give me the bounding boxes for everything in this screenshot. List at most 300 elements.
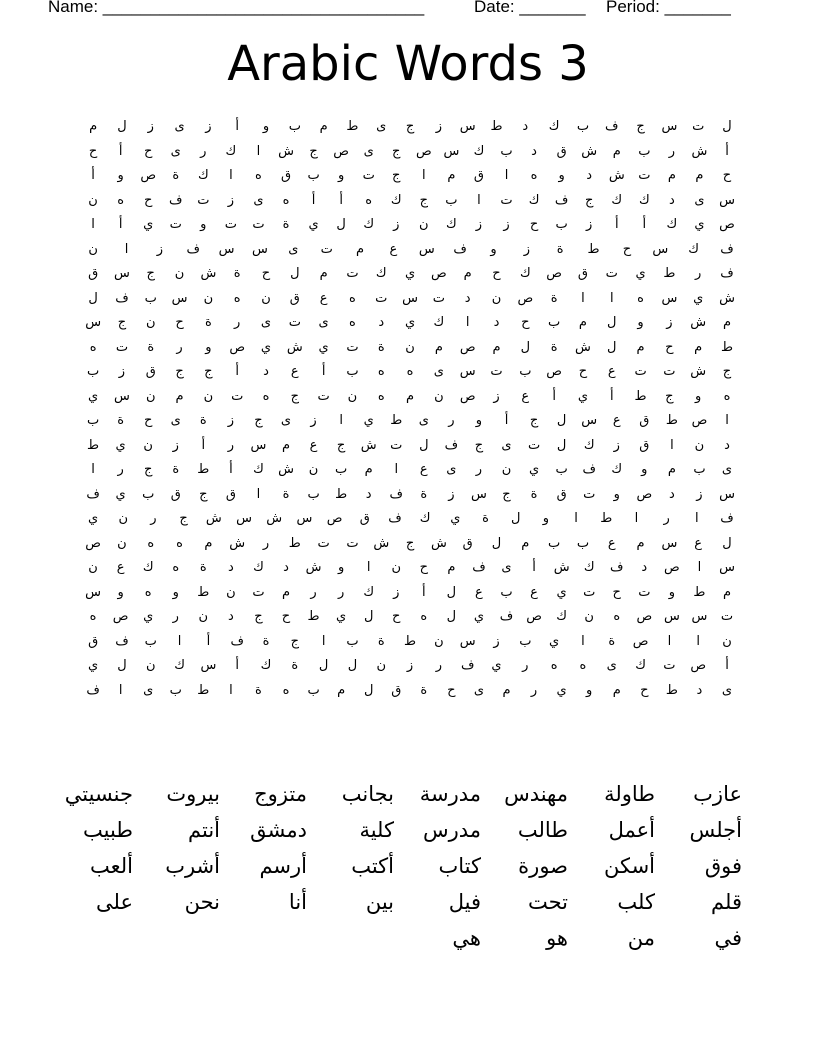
grid-letter[interactable]: أ — [552, 387, 556, 403]
grid-letter[interactable]: ي — [473, 608, 485, 623]
grid-letter[interactable]: ه — [377, 387, 385, 403]
grid-letter[interactable]: ش — [286, 338, 303, 354]
grid-letter[interactable]: م — [612, 681, 621, 697]
grid-letter[interactable]: ر — [522, 657, 529, 672]
grid-letter[interactable]: ز — [118, 363, 126, 378]
grid-letter[interactable]: ص — [333, 142, 349, 158]
grid-letter[interactable]: ز — [172, 436, 179, 452]
grid-letter[interactable]: ب — [576, 118, 590, 133]
grid-letter[interactable]: ب — [307, 167, 320, 182]
grid-letter[interactable]: ت — [224, 216, 237, 231]
grid-letter[interactable]: د — [227, 559, 234, 574]
grid-letter[interactable]: ا — [256, 142, 261, 158]
grid-letter[interactable]: ى — [418, 412, 429, 427]
grid-letter[interactable]: ش — [205, 510, 222, 525]
grid-letter[interactable]: س — [443, 142, 460, 158]
grid-letter[interactable]: ه — [349, 289, 356, 305]
grid-letter[interactable]: ف — [115, 289, 129, 305]
grid-letter[interactable]: ت — [527, 436, 541, 452]
grid-letter[interactable]: ك — [363, 583, 375, 599]
grid-letter[interactable]: ه — [172, 559, 180, 574]
grid-letter[interactable]: ط — [390, 412, 403, 427]
grid-letter[interactable]: ا — [725, 412, 729, 427]
grid-letter[interactable]: أ — [422, 583, 426, 599]
grid-letter[interactable]: ت — [375, 289, 388, 305]
grid-letter[interactable]: ك — [253, 461, 264, 476]
grid-letter[interactable]: ت — [583, 583, 596, 599]
grid-letter[interactable]: ز — [523, 240, 530, 256]
grid-letter[interactable]: ل — [419, 436, 429, 452]
grid-letter[interactable]: و — [172, 583, 179, 599]
grid-letter[interactable]: ح — [261, 265, 271, 280]
grid-letter[interactable]: و — [695, 387, 702, 403]
grid-letter[interactable]: ة — [199, 559, 207, 574]
grid-letter[interactable]: ل — [446, 608, 457, 623]
grid-letter[interactable]: ع — [694, 534, 703, 550]
grid-letter[interactable]: ع — [607, 534, 616, 550]
grid-letter[interactable]: ت — [638, 583, 651, 599]
grid-letter[interactable]: س — [663, 608, 680, 623]
grid-letter[interactable]: ع — [116, 559, 125, 574]
grid-letter[interactable]: ر — [448, 412, 455, 427]
grid-letter[interactable]: ب — [548, 534, 561, 550]
grid-letter[interactable]: ي — [336, 608, 347, 623]
grid-letter[interactable]: ك — [635, 657, 646, 672]
grid-letter[interactable]: د — [283, 559, 289, 574]
grid-letter[interactable]: ح — [143, 142, 153, 158]
grid-letter[interactable]: و — [542, 510, 550, 525]
grid-letter[interactable]: م — [281, 436, 291, 452]
grid-letter[interactable]: ى — [376, 118, 387, 133]
grid-letter[interactable]: ه — [176, 534, 183, 550]
grid-letter[interactable]: ق — [88, 632, 99, 648]
grid-letter[interactable]: ص — [459, 387, 476, 403]
grid-letter[interactable]: د — [531, 142, 537, 158]
grid-letter[interactable]: ة — [420, 681, 428, 697]
grid-letter[interactable]: ح — [529, 216, 539, 231]
grid-letter[interactable]: س — [296, 510, 313, 525]
grid-letter[interactable]: ت — [288, 314, 301, 329]
grid-letter[interactable]: ت — [692, 118, 705, 133]
grid-letter[interactable]: ط — [197, 461, 210, 476]
grid-letter[interactable]: م — [406, 387, 415, 403]
grid-letter[interactable]: ف — [453, 240, 467, 256]
grid-letter[interactable]: ك — [519, 265, 531, 280]
grid-letter[interactable]: ر — [176, 338, 183, 354]
grid-letter[interactable]: ن — [117, 534, 127, 550]
grid-letter[interactable]: ز — [310, 412, 317, 427]
grid-letter[interactable]: ى — [473, 681, 485, 697]
grid-letter[interactable]: س — [652, 240, 669, 256]
grid-letter[interactable]: ه — [550, 657, 558, 672]
grid-letter[interactable]: م — [337, 681, 346, 697]
grid-letter[interactable]: ف — [444, 436, 459, 452]
grid-letter[interactable]: ر — [663, 510, 670, 525]
grid-letter[interactable]: ه — [365, 191, 373, 207]
grid-letter[interactable]: ش — [690, 363, 707, 378]
grid-letter[interactable]: م — [722, 314, 732, 329]
grid-letter[interactable]: ب — [500, 142, 513, 158]
grid-letter[interactable]: ط — [587, 240, 600, 256]
grid-letter[interactable]: ي — [318, 338, 329, 354]
grid-letter[interactable]: ى — [694, 191, 705, 207]
grid-letter[interactable]: ق — [225, 485, 236, 501]
grid-letter[interactable]: ب — [288, 118, 301, 133]
grid-letter[interactable]: ق — [577, 265, 588, 280]
grid-letter[interactable]: أ — [614, 216, 619, 231]
grid-letter[interactable]: ة — [172, 461, 180, 476]
grid-letter[interactable]: ب — [87, 363, 100, 378]
grid-letter[interactable]: ي — [450, 510, 461, 525]
grid-letter[interactable]: ة — [117, 412, 125, 427]
grid-letter[interactable]: أ — [725, 657, 729, 672]
grid-letter[interactable]: و — [117, 583, 124, 599]
grid-letter[interactable]: ل — [722, 118, 732, 133]
grid-letter[interactable]: ا — [695, 510, 699, 525]
grid-letter[interactable]: م — [281, 583, 291, 599]
grid-letter[interactable]: ه — [420, 608, 428, 623]
grid-letter[interactable]: ب — [519, 363, 532, 378]
grid-letter[interactable]: ي — [115, 436, 126, 452]
grid-letter[interactable]: ف — [389, 485, 403, 501]
grid-letter[interactable]: ة — [550, 289, 558, 305]
grid-letter[interactable]: ل — [722, 534, 732, 550]
grid-letter[interactable]: ح — [612, 583, 621, 599]
grid-letter[interactable]: و — [637, 314, 644, 329]
grid-letter[interactable]: و — [205, 338, 212, 354]
grid-letter[interactable]: ي — [491, 657, 502, 672]
grid-letter[interactable]: د — [586, 167, 593, 182]
grid-letter[interactable]: و — [262, 118, 270, 133]
grid-letter[interactable]: ف — [86, 485, 100, 501]
grid-letter[interactable]: ط — [600, 510, 613, 525]
grid-letter[interactable]: ى — [606, 657, 617, 672]
grid-letter[interactable]: ي — [693, 289, 704, 305]
grid-letter[interactable]: ب — [576, 534, 590, 550]
grid-letter[interactable]: ة — [420, 485, 428, 501]
grid-letter[interactable]: ت — [320, 240, 333, 256]
grid-letter[interactable]: س — [661, 289, 678, 305]
grid-letter[interactable]: د — [522, 118, 529, 133]
grid-letter[interactable]: ر — [668, 142, 676, 158]
grid-letter[interactable]: ه — [406, 363, 414, 378]
grid-letter[interactable]: ا — [321, 632, 326, 648]
grid-letter[interactable]: س — [114, 387, 130, 403]
grid-letter[interactable]: ك — [260, 657, 272, 672]
grid-letter[interactable]: ب — [519, 632, 532, 648]
grid-letter[interactable]: ط — [307, 608, 320, 623]
grid-letter[interactable]: ش — [200, 265, 217, 280]
grid-letter[interactable]: ف — [115, 632, 129, 648]
grid-letter[interactable]: ن — [88, 559, 98, 574]
grid-letter[interactable]: ج — [179, 510, 188, 525]
grid-letter[interactable]: ن — [203, 289, 214, 305]
grid-letter[interactable]: ق — [280, 167, 292, 182]
grid-letter[interactable]: ة — [204, 314, 212, 329]
grid-letter[interactable]: ى — [260, 314, 272, 329]
grid-letter[interactable]: س — [661, 118, 678, 133]
grid-letter[interactable]: ج — [117, 314, 127, 329]
grid-letter[interactable]: س — [418, 240, 435, 256]
grid-letter[interactable]: ن — [203, 387, 214, 403]
grid-letter[interactable]: و — [200, 216, 207, 231]
grid-letter[interactable]: ل — [318, 657, 329, 672]
grid-letter[interactable]: أ — [206, 632, 211, 648]
grid-letter[interactable]: ي — [556, 681, 567, 697]
grid-letter[interactable]: ع — [612, 412, 621, 427]
grid-letter[interactable]: ة — [291, 657, 299, 672]
grid-letter[interactable]: ق — [289, 289, 300, 305]
grid-letter[interactable]: ج — [419, 191, 429, 207]
grid-letter[interactable]: ح — [175, 314, 184, 329]
grid-letter[interactable]: ن — [434, 632, 444, 648]
grid-letter[interactable]: ت — [634, 363, 647, 378]
grid-letter[interactable]: ي — [260, 338, 272, 354]
grid-letter[interactable]: م — [667, 461, 676, 476]
grid-letter[interactable]: ب — [346, 632, 359, 648]
grid-letter[interactable]: س — [459, 363, 476, 378]
grid-letter[interactable]: ي — [404, 265, 416, 280]
grid-letter[interactable]: ا — [422, 167, 426, 182]
grid-letter[interactable]: ا — [581, 289, 585, 305]
grid-letter[interactable]: ص — [690, 657, 707, 672]
grid-letter[interactable]: س — [85, 583, 101, 599]
grid-letter[interactable]: ى — [170, 142, 181, 158]
grid-letter[interactable]: أ — [118, 216, 123, 231]
grid-letter[interactable]: م — [447, 559, 456, 574]
grid-letter[interactable]: ل — [607, 338, 617, 354]
grid-letter[interactable]: ج — [146, 265, 155, 280]
grid-letter[interactable]: ص — [546, 363, 562, 378]
grid-letter[interactable]: م — [463, 265, 472, 280]
grid-letter[interactable]: ز — [666, 314, 673, 329]
grid-letter[interactable]: أ — [235, 363, 239, 378]
grid-letter[interactable]: ق — [359, 510, 370, 525]
grid-letter[interactable]: ل — [117, 118, 127, 133]
grid-letter[interactable]: ج — [290, 632, 300, 648]
grid-letter[interactable]: د — [668, 191, 675, 207]
grid-letter[interactable]: ت — [231, 387, 244, 403]
grid-letter[interactable]: ه — [147, 534, 155, 550]
grid-letter[interactable]: ط — [665, 412, 678, 427]
grid-letter[interactable]: ن — [308, 461, 319, 476]
grid-letter[interactable]: ت — [583, 485, 596, 501]
grid-letter[interactable]: ك — [473, 142, 485, 158]
grid-letter[interactable]: ن — [145, 314, 156, 329]
grid-letter[interactable]: ي — [115, 485, 126, 501]
grid-letter[interactable]: ت — [317, 387, 330, 403]
grid-letter[interactable]: ك — [611, 191, 623, 207]
grid-letter[interactable]: ج — [392, 142, 401, 158]
grid-letter[interactable]: ا — [339, 412, 343, 427]
grid-letter[interactable]: ز — [493, 387, 500, 403]
grid-letter[interactable]: م — [89, 118, 98, 133]
grid-letter[interactable]: ة — [482, 510, 489, 525]
grid-letter[interactable]: ج — [254, 412, 263, 427]
grid-letter[interactable]: ج — [199, 485, 208, 501]
grid-letter[interactable]: ق — [88, 265, 99, 280]
grid-letter[interactable]: ر — [150, 510, 157, 525]
grid-letter[interactable]: ا — [91, 461, 95, 476]
grid-letter[interactable]: ت — [197, 191, 210, 207]
grid-letter[interactable]: ل — [446, 583, 457, 599]
grid-letter[interactable]: س — [581, 412, 598, 427]
grid-letter[interactable]: ش — [373, 534, 390, 550]
grid-letter[interactable]: ن — [694, 436, 705, 452]
grid-letter[interactable]: ك — [419, 510, 431, 525]
grid-letter[interactable]: ق — [145, 363, 156, 378]
grid-letter[interactable]: ع — [319, 289, 328, 305]
grid-letter[interactable]: ي — [88, 657, 99, 672]
grid-letter[interactable]: س — [719, 485, 735, 501]
grid-letter[interactable]: ن — [145, 657, 156, 672]
grid-letter[interactable]: ز — [448, 485, 455, 501]
grid-letter[interactable]: س — [218, 240, 235, 256]
grid-letter[interactable]: ك — [666, 216, 678, 231]
grid-letter[interactable]: س — [250, 436, 267, 452]
grid-letter[interactable]: ت — [252, 216, 265, 231]
grid-letter[interactable]: ح — [521, 314, 530, 329]
grid-letter[interactable]: ف — [720, 265, 734, 280]
grid-letter[interactable]: ع — [419, 461, 428, 476]
grid-letter[interactable]: ا — [124, 240, 129, 256]
grid-letter[interactable]: ا — [696, 632, 700, 648]
period-field[interactable]: Period: _______ — [606, 0, 731, 16]
grid-letter[interactable]: ه — [530, 167, 538, 182]
grid-letter[interactable]: و — [337, 167, 345, 182]
grid-letter[interactable]: ص — [459, 338, 476, 354]
grid-letter[interactable]: ل — [491, 534, 502, 550]
grid-letter[interactable]: ك — [446, 216, 457, 231]
grid-letter[interactable]: ع — [309, 436, 318, 452]
grid-letter[interactable]: ر — [435, 657, 443, 672]
grid-letter[interactable]: ة — [147, 338, 155, 354]
grid-letter[interactable]: ص — [636, 485, 653, 501]
grid-letter[interactable]: ج — [204, 363, 213, 378]
grid-letter[interactable]: ك — [688, 240, 699, 256]
grid-letter[interactable]: ن — [88, 191, 98, 207]
grid-letter[interactable]: ه — [723, 387, 731, 403]
grid-letter[interactable]: س — [691, 608, 708, 623]
grid-letter[interactable]: ع — [607, 363, 616, 378]
grid-letter[interactable]: ت — [252, 583, 265, 599]
grid-letter[interactable]: ى — [288, 240, 299, 256]
grid-letter[interactable]: ن — [584, 608, 594, 623]
grid-letter[interactable]: س — [402, 289, 418, 305]
grid-letter[interactable]: ى — [721, 681, 733, 697]
grid-letter[interactable]: ي — [694, 216, 705, 231]
grid-letter[interactable]: أ — [321, 363, 326, 378]
grid-letter[interactable]: ه — [349, 314, 356, 329]
grid-letter[interactable]: ن — [501, 461, 512, 476]
grid-letter[interactable]: س — [719, 191, 735, 207]
grid-letter[interactable]: ن — [347, 387, 358, 403]
grid-letter[interactable]: ت — [638, 167, 651, 182]
grid-letter[interactable]: ش — [305, 559, 322, 574]
grid-letter[interactable]: ن — [376, 657, 387, 672]
grid-letter[interactable]: ة — [282, 485, 290, 501]
grid-letter[interactable]: ت — [362, 167, 375, 182]
grid-letter[interactable]: ز — [393, 216, 400, 231]
grid-letter[interactable]: ر — [695, 265, 702, 280]
grid-letter[interactable]: ش — [553, 559, 570, 574]
grid-letter[interactable]: ه — [233, 289, 241, 305]
grid-letter[interactable]: ج — [665, 387, 674, 403]
grid-letter[interactable]: ج — [636, 118, 645, 133]
grid-letter[interactable]: ب — [638, 142, 651, 158]
grid-letter[interactable]: ي — [404, 314, 416, 329]
grid-letter[interactable]: ك — [363, 216, 375, 231]
grid-letter[interactable]: م — [204, 534, 213, 550]
grid-letter[interactable]: ى — [318, 314, 329, 329]
grid-letter[interactable]: ة — [262, 632, 270, 648]
grid-letter[interactable]: ة — [282, 216, 290, 231]
grid-letter[interactable]: ف — [605, 118, 619, 133]
grid-letter[interactable]: ج — [392, 167, 401, 182]
grid-letter[interactable]: ن — [419, 216, 429, 231]
grid-letter[interactable]: م — [364, 461, 373, 476]
grid-letter[interactable]: ش — [266, 510, 283, 525]
grid-letter[interactable]: ط — [87, 436, 100, 452]
grid-letter[interactable]: ر — [475, 461, 483, 476]
grid-letter[interactable]: ا — [574, 510, 578, 525]
grid-letter[interactable]: أ — [91, 167, 95, 182]
grid-letter[interactable]: ت — [605, 265, 618, 280]
grid-letter[interactable]: ى — [280, 412, 292, 427]
grid-letter[interactable]: ب — [335, 461, 348, 476]
grid-letter[interactable]: ة — [608, 632, 616, 648]
grid-letter[interactable]: ي — [528, 461, 540, 476]
grid-letter[interactable]: ر — [337, 583, 345, 599]
grid-letter[interactable]: و — [613, 485, 620, 501]
grid-letter[interactable]: د — [464, 289, 471, 305]
grid-letter[interactable]: س — [252, 240, 268, 256]
grid-letter[interactable]: ن — [405, 338, 415, 354]
grid-letter[interactable]: ن — [434, 387, 444, 403]
grid-letter[interactable]: م — [694, 338, 703, 354]
grid-letter[interactable]: ج — [309, 142, 318, 158]
grid-letter[interactable]: ز — [503, 216, 510, 231]
grid-letter[interactable]: أ — [118, 142, 123, 158]
grid-letter[interactable]: ص — [517, 289, 534, 305]
grid-letter[interactable]: ه — [579, 657, 587, 672]
grid-letter[interactable]: ى — [433, 363, 444, 378]
grid-letter[interactable]: ز — [227, 412, 235, 427]
grid-letter[interactable]: ن — [118, 510, 129, 525]
grid-letter[interactable]: ب — [144, 289, 157, 305]
grid-letter[interactable]: ه — [262, 387, 270, 403]
grid-letter[interactable]: و — [337, 559, 345, 574]
grid-letter[interactable]: ك — [548, 118, 560, 133]
grid-letter[interactable]: ه — [282, 681, 290, 697]
grid-letter[interactable]: ج — [336, 436, 346, 452]
grid-letter[interactable]: م — [447, 167, 456, 182]
grid-letter[interactable]: ز — [156, 240, 164, 256]
grid-letter[interactable]: ف — [186, 240, 200, 256]
grid-letter[interactable]: ج — [254, 608, 263, 623]
grid-letter[interactable]: ت — [346, 338, 359, 354]
grid-letter[interactable]: ى — [174, 118, 185, 133]
grid-letter[interactable]: ق — [639, 412, 650, 427]
grid-letter[interactable]: ش — [575, 338, 591, 354]
grid-letter[interactable]: ة — [199, 412, 207, 427]
grid-letter[interactable]: ه — [377, 363, 385, 378]
grid-letter[interactable]: ط — [197, 681, 210, 697]
grid-letter[interactable]: ف — [582, 461, 596, 476]
grid-letter[interactable]: ا — [477, 191, 481, 207]
grid-letter[interactable]: ي — [635, 265, 646, 280]
grid-letter[interactable]: ي — [87, 510, 99, 525]
